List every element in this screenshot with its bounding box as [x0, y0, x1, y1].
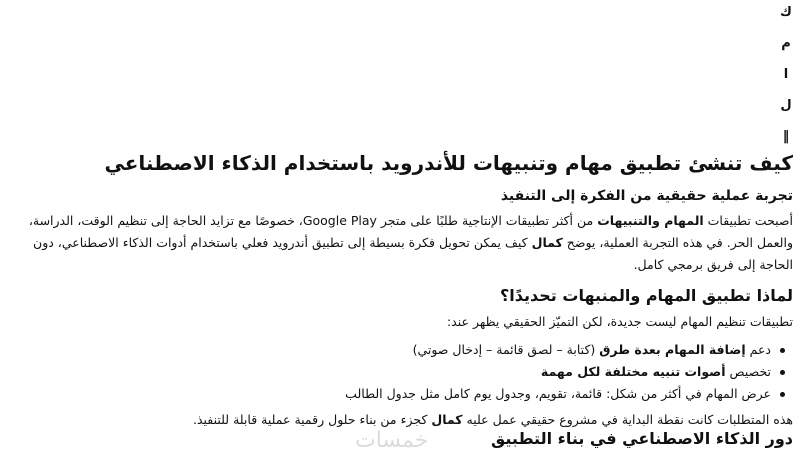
section-heading-ai-role: دور الذكاء الاصطناعي في بناء التطبيق: [490, 429, 793, 448]
list-item-emphasis: أصوات تنبيه مختلفة لكل مهمة: [540, 364, 726, 379]
paragraph-emphasis: كمال: [431, 412, 463, 427]
article-title: كيف تنشئ تطبيق مهام وتنبيهات للأندرويد باستخدام الذكاء الاصطناعي: [104, 151, 793, 175]
vertical-letter: ا: [783, 67, 789, 82]
paragraph-text: أصبحت تطبيقات: [703, 213, 793, 228]
paragraph-emphasis: المهام والتنبيهات: [597, 213, 704, 228]
list-item-text: تخصيص: [725, 364, 771, 379]
vertical-letter: ل: [780, 98, 792, 113]
paragraph-text: كجزء من بناء حلول رقمية عملية قابلة للتنفيذ.: [193, 412, 432, 427]
article-content: [7, 150, 793, 431]
vertical-letter: ك: [780, 5, 792, 20]
vertical-letter: م: [781, 36, 791, 51]
paragraph-emphasis: كمال: [531, 235, 563, 250]
vertical-letter-column: [772, 0, 800, 160]
paragraph-text: من أكثر تطبيقات الإنتاجية طلبًا على متجر Google Play، خصوصًا مع تزايد الحاجة إلى تنظيم الوقت، الدراسة، والعمل الحر. في هذه التجربة العملية، يوضح: [28, 213, 793, 250]
list-item-emphasis: إضافة المهام بعدة طرق: [599, 342, 746, 357]
watermark-logo: خمسات: [355, 428, 429, 453]
list-item-text: عرض المهام في أكثر من شكل: قائمة، تقويم، وجدول يوم كامل مثل جدول الطالب: [345, 386, 771, 401]
paragraph-text: هذه المتطلبات كانت نقطة البداية في مشروع حقيقي عمل عليه: [462, 412, 793, 427]
requirements-list: [7, 339, 793, 405]
vertical-letter: ‖: [782, 129, 790, 144]
paragraph-text: كيف يمكن تحويل فكرة بسيطة إلى تطبيق أندرويد فعلي باستخدام أدوات الذكاء الاصطناعي، دون الحاجة إلى فريق برمجي كامل.: [33, 235, 793, 272]
section-heading-why: لماذا تطبيق المهام والمنبهات تحديدًا؟: [500, 286, 793, 305]
list-item-text: (كتابة – لصق قائمة – إدخال صوتي): [412, 342, 600, 357]
section-paragraph-intro: [7, 210, 793, 276]
list-item: [7, 383, 771, 405]
section-paragraph-why-intro: تطبيقات تنظيم المهام ليست جديدة، لكن التميّز الحقيقي يظهر عند:: [446, 314, 793, 329]
section-heading-experience: تجربة عملية حقيقية من الفكرة إلى التنفيذ: [500, 188, 793, 204]
list-item: [7, 339, 771, 361]
list-item-text: دعم: [745, 342, 771, 357]
list-item: [7, 361, 771, 383]
